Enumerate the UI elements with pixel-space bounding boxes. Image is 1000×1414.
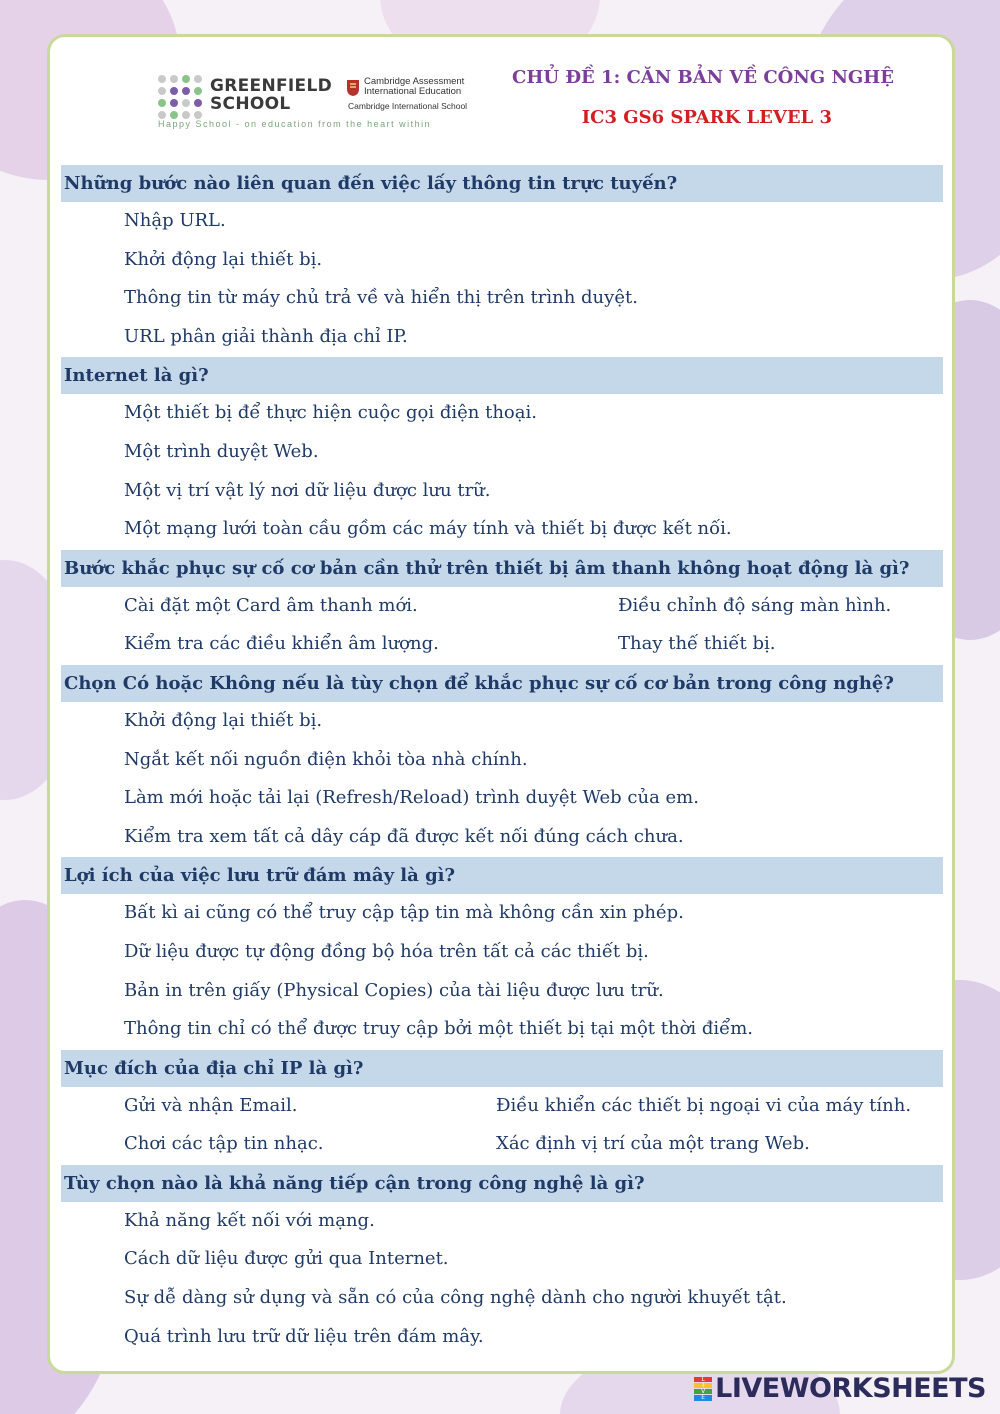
answer-option[interactable]: Bất kì ai cũng có thể truy cập tập tin mà không cần xin phép. — [124, 902, 684, 924]
answer-option[interactable]: Khả năng kết nối với mạng. — [124, 1209, 375, 1231]
answer-option[interactable]: Điều chỉnh độ sáng màn hình. — [618, 594, 892, 616]
answer-option[interactable]: Bản in trên giấy (Physical Copies) của tài liệu được lưu trữ. — [124, 979, 664, 1001]
question-heading: Bước khắc phục sự cố cơ bản cần thử trên thiết bị âm thanh không hoạt động là gì? — [61, 550, 943, 587]
answer-row — [61, 1125, 943, 1164]
school-name: GREENFIELD SCHOOL — [210, 76, 332, 114]
answer-option[interactable]: URL phân giải thành địa chỉ IP. — [124, 325, 408, 347]
answer-option[interactable]: Ngắt kết nối nguồn điện khỏi tòa nhà chính. — [124, 748, 528, 770]
answer-option[interactable]: Dữ liệu được tự động đồng bộ hóa trên tất cả các thiết bị. — [124, 940, 649, 962]
badge-letter: V — [694, 1389, 712, 1394]
liveworksheets-brand: LIVEWORKSHEETS — [715, 1373, 986, 1404]
page-subtitle: IC3 GS6 SPARK LEVEL 3 — [581, 107, 832, 128]
header — [50, 37, 952, 167]
answer-option[interactable]: Điều khiển các thiết bị ngoại vi của máy tính. — [496, 1094, 912, 1116]
question-heading: Tùy chọn nào là khả năng tiếp cận trong công nghệ là gì? — [61, 1165, 943, 1202]
answer-option[interactable]: Kiểm tra xem tất cả dây cáp đã được kết nối đúng cách chưa. — [124, 825, 684, 847]
cambridge-name: Cambridge Assessment International Education — [364, 76, 465, 97]
answer-option[interactable]: Gửi và nhận Email. — [124, 1094, 298, 1116]
answer-option[interactable]: Một mạng lưới toàn cầu gồm các máy tính và thiết bị được kết nối. — [124, 518, 732, 540]
worksheet-card — [47, 34, 955, 1374]
answer-option[interactable]: Cài đặt một Card âm thanh mới. — [124, 594, 418, 616]
answer-option[interactable]: Một trình duyệt Web. — [124, 440, 319, 462]
answer-option[interactable]: Quá trình lưu trữ dữ liệu trên đám mây. — [124, 1325, 484, 1347]
greenfield-logo-icon — [158, 75, 202, 119]
badge-letter: I — [694, 1383, 712, 1388]
answer-row — [61, 587, 943, 626]
answer-option[interactable]: Làm mới hoặc tải lại (Refresh/Reload) trình duyệt Web của em. — [124, 787, 699, 809]
cambridge-shield-icon — [346, 79, 360, 97]
badge-letter: E — [694, 1395, 712, 1400]
cambridge-subtitle: Cambridge International School — [348, 101, 468, 111]
answer-option[interactable]: Khởi động lại thiết bị. — [124, 709, 323, 731]
answer-row — [61, 625, 943, 664]
live-badge-icon — [694, 1377, 712, 1401]
question-heading: Lợi ích của việc lưu trữ đám mây là gì? — [61, 857, 943, 894]
question-heading: Mục đích của địa chỉ IP là gì? — [61, 1050, 943, 1087]
answer-option[interactable]: Thay thế thiết bị. — [618, 633, 776, 655]
liveworksheets-logo — [694, 1373, 986, 1404]
answer-option[interactable]: Xác định vị trí của một trang Web. — [496, 1133, 810, 1155]
question-list — [61, 164, 943, 1356]
answer-option[interactable]: Nhập URL. — [124, 210, 226, 231]
question-heading: Chọn Có hoặc Không nếu là tùy chọn để khắc phục sự cố cơ bản trong công nghệ? — [61, 665, 943, 702]
question-heading: Internet là gì? — [61, 357, 943, 394]
answer-option[interactable]: Kiểm tra các điều khiển âm lượng. — [124, 633, 439, 655]
answer-option[interactable]: Sự dễ dàng sử dụng và sẵn có của công nghệ dành cho người khuyết tật. — [124, 1287, 787, 1309]
badge-letter: L — [694, 1377, 712, 1382]
answer-option[interactable]: Khởi động lại thiết bị. — [124, 248, 323, 270]
answer-option[interactable]: Cách dữ liệu được gửi qua Internet. — [124, 1248, 449, 1270]
answer-option[interactable]: Một vị trí vật lý nơi dữ liệu được lưu trữ. — [124, 479, 491, 501]
school-slogan: Happy School - on education from the heart within — [158, 119, 432, 129]
answer-row — [61, 1087, 943, 1126]
question-heading: Những bước nào liên quan đến việc lấy thông tin trực tuyến? — [61, 165, 943, 202]
answer-option[interactable]: Một thiết bị để thực hiện cuộc gọi điện thoại. — [124, 402, 537, 424]
answer-option[interactable]: Thông tin từ máy chủ trả về và hiển thị trên trình duyệt. — [124, 287, 638, 309]
page-title: CHỦ ĐỀ 1: CĂN BẢN VỀ CÔNG NGHỆ — [512, 67, 894, 88]
answer-option[interactable]: Thông tin chỉ có thể được truy cập bởi một thiết bị tại một thời điểm. — [124, 1018, 754, 1040]
answer-option[interactable]: Chơi các tập tin nhạc. — [124, 1133, 324, 1155]
